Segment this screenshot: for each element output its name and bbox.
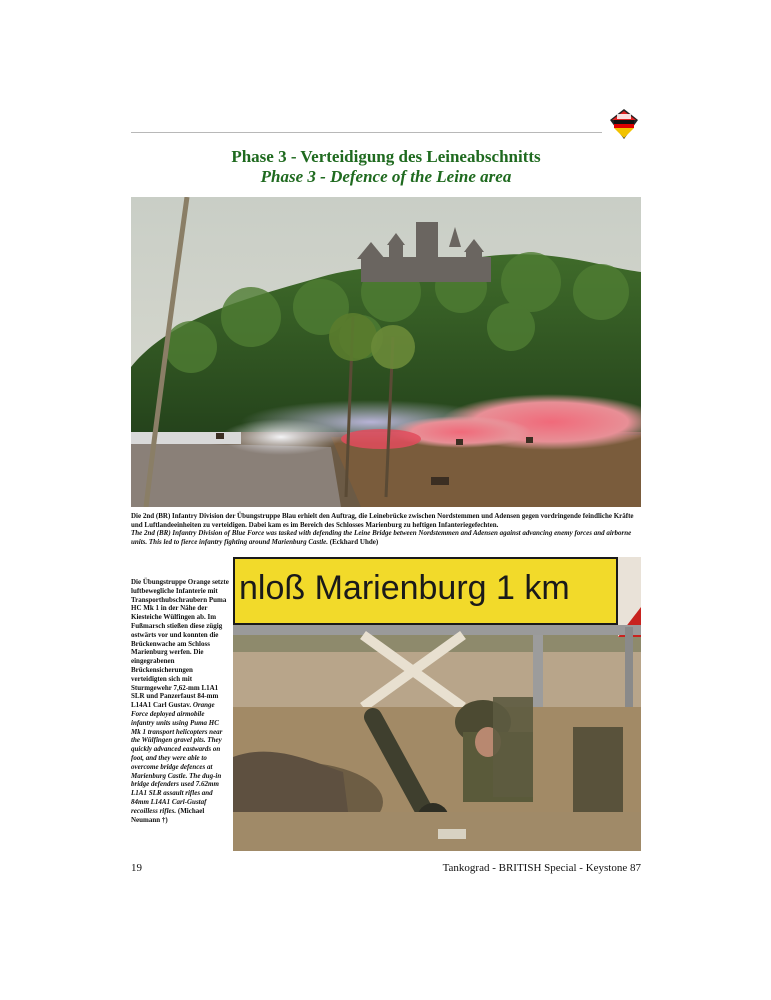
photo2-caption-english: Orange Force deployed airmobile infantry units using Puma HC Mk 1 transport helicopters near the Wülfingen gravel pits. They quickly advanced eastwards on foot, and they were able to overcome bridge defences at Marienburg Castle. The dug-in bridge defenders used 7.62mm L1A1 SLR assault rifles and 84mm L14A1 Carl-Gustaf recoilless rifles. xyxy=(131,701,223,815)
photo2-caption xyxy=(131,578,229,824)
publication-title: Tankograd - BRITISH Special - Keystone 87 xyxy=(442,862,641,874)
photo2-caption-german: Die Übungstruppe Orange setzte luftbewegliche Infanterie mit Transporthubschraubern Puma HC Mk 1 in der Nähe der Kiesteiche Wülfingen ab. Im Fußmarsch stießen diese zügig ostwärts vor und konnten die Brückenwache am Schloss Marienburg werfen. Die eingegrabenen Brückensicherungen verteidigten sich mit Sturmgewehr 7,62-mm L1A1 SLR und Panzerfaust 84-mm L14A1 Carl Gustav. xyxy=(131,578,229,710)
photo1-caption-english: The 2nd (BR) Infantry Division of Blue Force was tasked with defending the Leine Bridge between Nordstemmen and Adensen against advancing enemy forces and airborne units. This led to fierce infantry fighting around Marienburg Castle. xyxy=(131,529,632,546)
castle-smoke-photo xyxy=(131,197,641,507)
road-sign-text: nloß Marienburg 1 km xyxy=(239,569,570,607)
page-title-german: Phase 3 - Verteidigung des Leineabschnitts xyxy=(231,147,541,166)
page-number: 19 xyxy=(131,862,142,874)
header-rule xyxy=(131,132,602,133)
page-title-english: Phase 3 - Defence of the Leine area xyxy=(260,167,512,186)
soldiers-sign-photo xyxy=(233,557,641,851)
photo2-credit: (Michael Neumann †) xyxy=(131,806,205,824)
photo1-credit: (Eckhard Uhde) xyxy=(329,537,379,546)
photo1-caption-german: Die 2nd (BR) Infantry Division der Übungstruppe Blau erhielt den Auftrag, die Leinebrücke zwischen Nordstemmen und Adensen gegen vordringende feindliche Kräfte und Luftlandeeinheiten zu verteidigen. Dabei kam es im Bereich des Schlosses Marienburg zu heftigen Infanteriegefechten. xyxy=(131,512,634,529)
german-flag-badge-icon xyxy=(609,108,639,140)
photo1-caption xyxy=(131,512,641,546)
